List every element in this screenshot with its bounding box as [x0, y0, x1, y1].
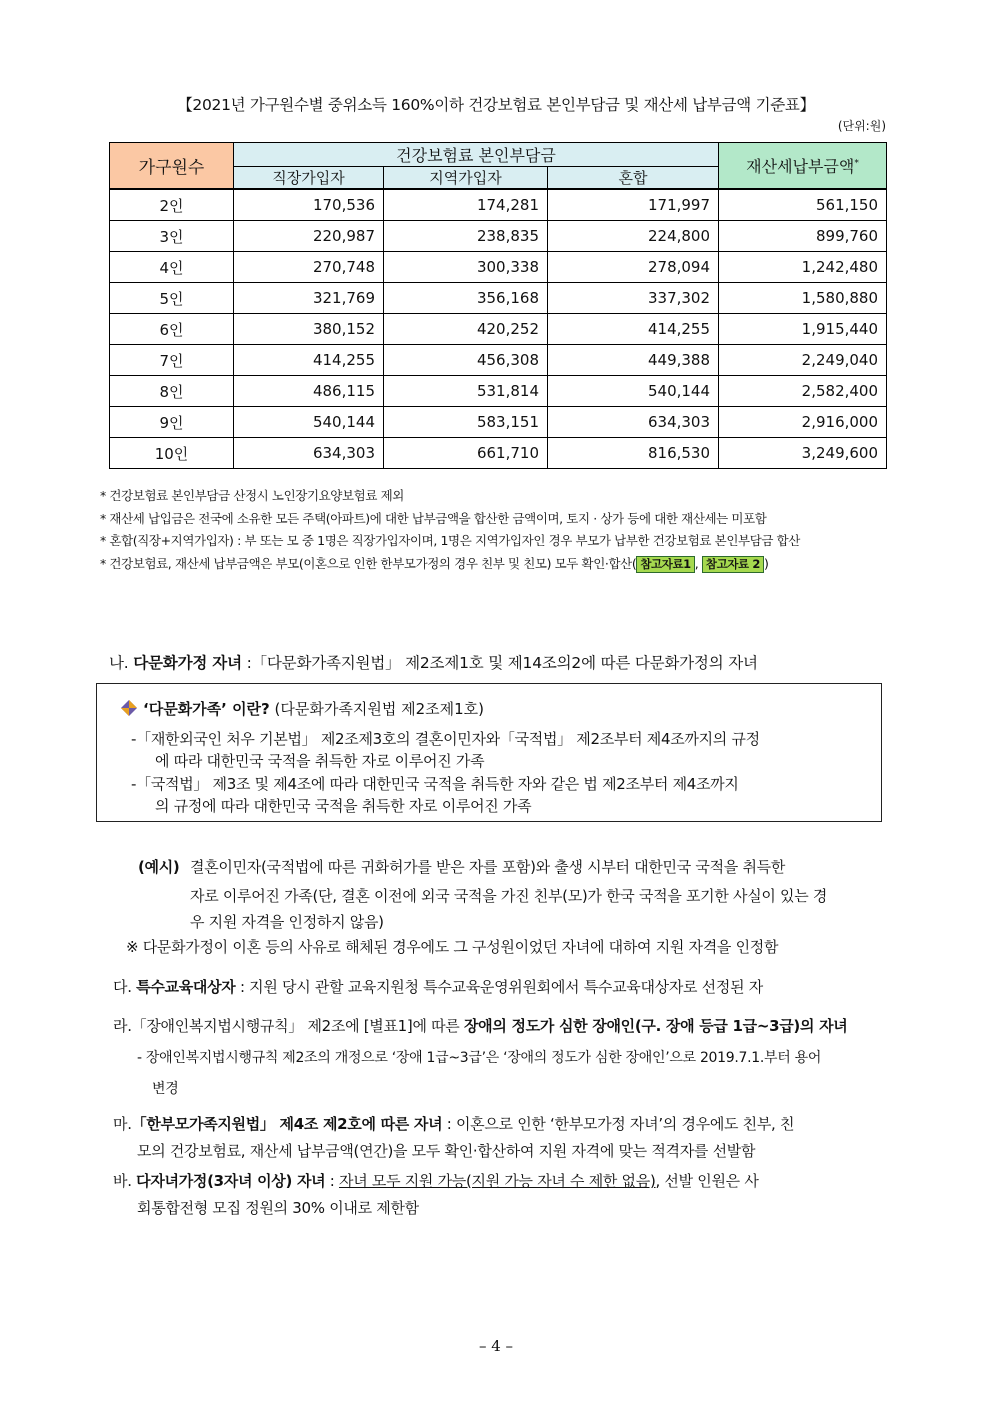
amount-cell: 1,242,480 — [719, 252, 887, 283]
amount-cell: 1,580,880 — [719, 283, 887, 314]
section-b-text: :「다문화가족지원법」 제2조제1호 및 제14조의2에 따른 다문화가정의 자녀 — [241, 654, 758, 672]
table-row — [110, 189, 887, 221]
amount-cell: 220,987 — [234, 221, 384, 252]
note-4-sep: , — [694, 555, 699, 571]
household-cell: 3인 — [110, 221, 234, 252]
amount-cell: 2,916,000 — [719, 407, 887, 438]
section-d-sub-2: 변경 — [152, 1081, 179, 1097]
section-c-text: : 지원 당시 관할 교육지원청 특수교육운영위원회에서 특수교육대상자로 선정된 자 — [235, 978, 763, 996]
reference-2-badge[interactable]: 참고자료 2 — [702, 556, 764, 573]
header-tax-mark: * — [854, 158, 859, 169]
header-regional: 지역가입자 — [384, 167, 548, 190]
section-single-parent — [113, 1110, 794, 1139]
note-4-text: * 건강보험료, 재산세 납부금액은 부모(이혼으로 인한 한부모가정의 경우 친부 및 친모) 모두 확인·합산( — [100, 555, 637, 571]
note-4 — [100, 553, 800, 576]
household-cell: 10인 — [110, 438, 234, 469]
example-label-text: (예시) — [138, 858, 180, 876]
amount-cell: 321,769 — [234, 283, 384, 314]
definition-head — [121, 698, 484, 719]
header-insurance: 건강보험료 본인부담금 — [234, 143, 719, 167]
amount-cell: 278,094 — [548, 252, 719, 283]
note-1: * 건강보험료 본인부담금 산정시 노인장기요양보험료 제외 — [100, 488, 404, 503]
amount-cell: 661,710 — [384, 438, 548, 469]
table-row — [110, 407, 887, 438]
note-2: * 재산세 납입금은 전국에 소유한 모든 주택(아파트)에 대한 납부금액을 합산한 금액이며, 토지 · 상가 등에 대한 재산세는 미포함 — [100, 510, 767, 526]
household-cell: 2인 — [110, 189, 234, 221]
example-note: ※ 다문화가정이 이혼 등의 사유로 해체된 경우에도 그 구성원이었던 자녀에 대하여 지원 자격을 인정함 — [126, 938, 779, 956]
section-disability — [113, 1012, 847, 1041]
header-tax — [719, 143, 887, 190]
amount-cell: 171,997 — [548, 189, 719, 221]
household-cell: 7인 — [110, 345, 234, 376]
page-number: – 4 – — [478, 1337, 514, 1355]
section-e-line-2: 모의 건강보험료, 재산세 납부금액(연간)을 모두 확인·합산하여 지원 자격에 맞는 적격자를 선발함 — [137, 1142, 756, 1160]
amount-cell: 380,152 — [234, 314, 384, 345]
amount-cell: 270,748 — [234, 252, 384, 283]
unit-label: (단위:원) — [837, 119, 886, 133]
household-cell: 8인 — [110, 376, 234, 407]
table-row — [110, 376, 887, 407]
amount-cell: 337,302 — [548, 283, 719, 314]
section-d-bold: 장애의 정도가 심한 장애인(구. 장애 등급 1급~3급)의 자녀 — [463, 1017, 848, 1035]
table-notes — [100, 485, 800, 575]
amount-cell: 634,303 — [234, 438, 384, 469]
example-line-3: 우 지원 자격을 인정하지 않음) — [190, 913, 384, 931]
amount-cell: 583,151 — [384, 407, 548, 438]
amount-cell: 3,249,600 — [719, 438, 887, 469]
amount-cell: 414,255 — [234, 345, 384, 376]
definition-line-3: -「국적법」 제3조 및 제4조에 따라 대한민국 국적을 취득한 자와 같은 법 제2조부터 제4조까지 — [131, 775, 739, 793]
section-f-colon: : — [325, 1172, 340, 1190]
definition-line-1: -「재한외국인 처우 기본법」 제2조제3호의 결혼이민자와「국적법」 제2조부터 제4조까지의 규정 — [131, 730, 760, 748]
amount-cell: 816,530 — [548, 438, 719, 469]
section-d-prefix: 라. — [113, 1017, 132, 1035]
diamond-icon — [121, 700, 137, 716]
section-b-title: 다문화가정 자녀 — [133, 654, 242, 672]
amount-cell: 1,915,440 — [719, 314, 887, 345]
section-c-prefix: 다. — [113, 978, 132, 996]
definition-line-4: 의 규정에 따라 대한민국 국적을 취득한 자로 이루어진 가족 — [155, 797, 532, 815]
section-f-line-2: 회통합전형 모집 정원의 30% 이내로 제한함 — [137, 1199, 419, 1217]
note-4-close: ) — [763, 555, 769, 571]
table-title: 【2021년 가구원수별 중위소득 160%이하 건강보험료 본인부담금 및 재산세 납부금액 기준표】 — [177, 96, 815, 114]
amount-cell: 420,252 — [384, 314, 548, 345]
table-row — [110, 345, 887, 376]
table-row — [110, 221, 887, 252]
section-f-text: , 선발 인원은 사 — [655, 1172, 759, 1190]
definition-line-2: 에 따라 대한민국 국적을 취득한 자로 이루어진 가족 — [155, 752, 485, 770]
household-cell: 9인 — [110, 407, 234, 438]
section-f-prefix: 바. — [113, 1172, 132, 1190]
header-mixed: 혼합 — [548, 167, 719, 190]
section-c-title: 특수교육대상자 — [136, 978, 236, 996]
section-f-bold: 다자녀가정(3자녀 이상) 자녀 — [136, 1172, 326, 1190]
section-e-text: : 이혼으로 인한 ‘한부모가정 자녀’의 경우에도 친부, 친 — [442, 1115, 795, 1133]
household-cell: 6인 — [110, 314, 234, 345]
amount-cell: 174,281 — [384, 189, 548, 221]
header-tax-label: 재산세납부금액 — [746, 157, 855, 176]
amount-cell: 456,308 — [384, 345, 548, 376]
amount-cell: 238,835 — [384, 221, 548, 252]
definition-title: ‘다문화가족’ 이란? — [143, 700, 270, 718]
section-e-bold: 「한부모가족지원법」 제4조 제2호에 따른 자녀 — [131, 1115, 443, 1133]
example-label — [138, 853, 180, 882]
section-special-education — [113, 973, 763, 1002]
table-row — [110, 314, 887, 345]
header-household: 가구원수 — [110, 143, 234, 190]
household-cell: 5인 — [110, 283, 234, 314]
amount-cell: 561,150 — [719, 189, 887, 221]
amount-cell: 540,144 — [234, 407, 384, 438]
section-d-sub-1: - 장애인복지법시행규칙 제2조의 개정으로 ‘장애 1급~3급’은 ‘장애의 정도가 심한 장애인’으로 2019.7.1.부터 용어 — [137, 1050, 822, 1066]
amount-cell: 486,115 — [234, 376, 384, 407]
amount-cell: 449,388 — [548, 345, 719, 376]
criteria-table — [109, 142, 887, 469]
table-row — [110, 283, 887, 314]
section-multi-child — [113, 1167, 759, 1196]
section-d-text: 「장애인복지법시행규칙」 제2조에 [별표1]에 따른 — [131, 1017, 464, 1035]
amount-cell: 414,255 — [548, 314, 719, 345]
example-line-1: 결혼이민자(국적법에 따른 귀화허가를 받은 자를 포함)와 출생 시부터 대한민국 국적을 취득한 — [190, 858, 786, 876]
example-line-2: 자로 이루어진 가족(단, 결혼 이전에 외국 국적을 가진 친부(모)가 한국 국적을 포기한 사실이 있는 경 — [190, 887, 828, 905]
amount-cell: 356,168 — [384, 283, 548, 314]
section-b-prefix: 나. — [109, 654, 129, 672]
definition-box — [96, 683, 882, 822]
amount-cell: 2,249,040 — [719, 345, 887, 376]
amount-cell: 531,814 — [384, 376, 548, 407]
amount-cell: 170,536 — [234, 189, 384, 221]
amount-cell: 899,760 — [719, 221, 887, 252]
reference-1-badge[interactable]: 참고자료1 — [636, 556, 694, 573]
section-e-prefix: 마. — [113, 1115, 132, 1133]
amount-cell: 2,582,400 — [719, 376, 887, 407]
section-multicultural — [109, 651, 758, 673]
amount-cell: 634,303 — [548, 407, 719, 438]
note-3: * 혼합(직장+지역가입자) : 부 또는 모 중 1명은 직장가입자이며, 1명은 지역가입자인 경우 부모가 납부한 건강보험료 본인부담금 합산 — [100, 533, 800, 548]
section-f-underlined: 자녀 모두 지원 가능(지원 가능 자녀 수 제한 없음) — [339, 1172, 656, 1190]
table-row — [110, 252, 887, 283]
definition-source: (다문화가족지원법 제2조제1호) — [269, 700, 484, 718]
table-row — [110, 438, 887, 469]
amount-cell: 540,144 — [548, 376, 719, 407]
household-cell: 4인 — [110, 252, 234, 283]
amount-cell: 224,800 — [548, 221, 719, 252]
amount-cell: 300,338 — [384, 252, 548, 283]
header-employee: 직장가입자 — [234, 167, 384, 190]
